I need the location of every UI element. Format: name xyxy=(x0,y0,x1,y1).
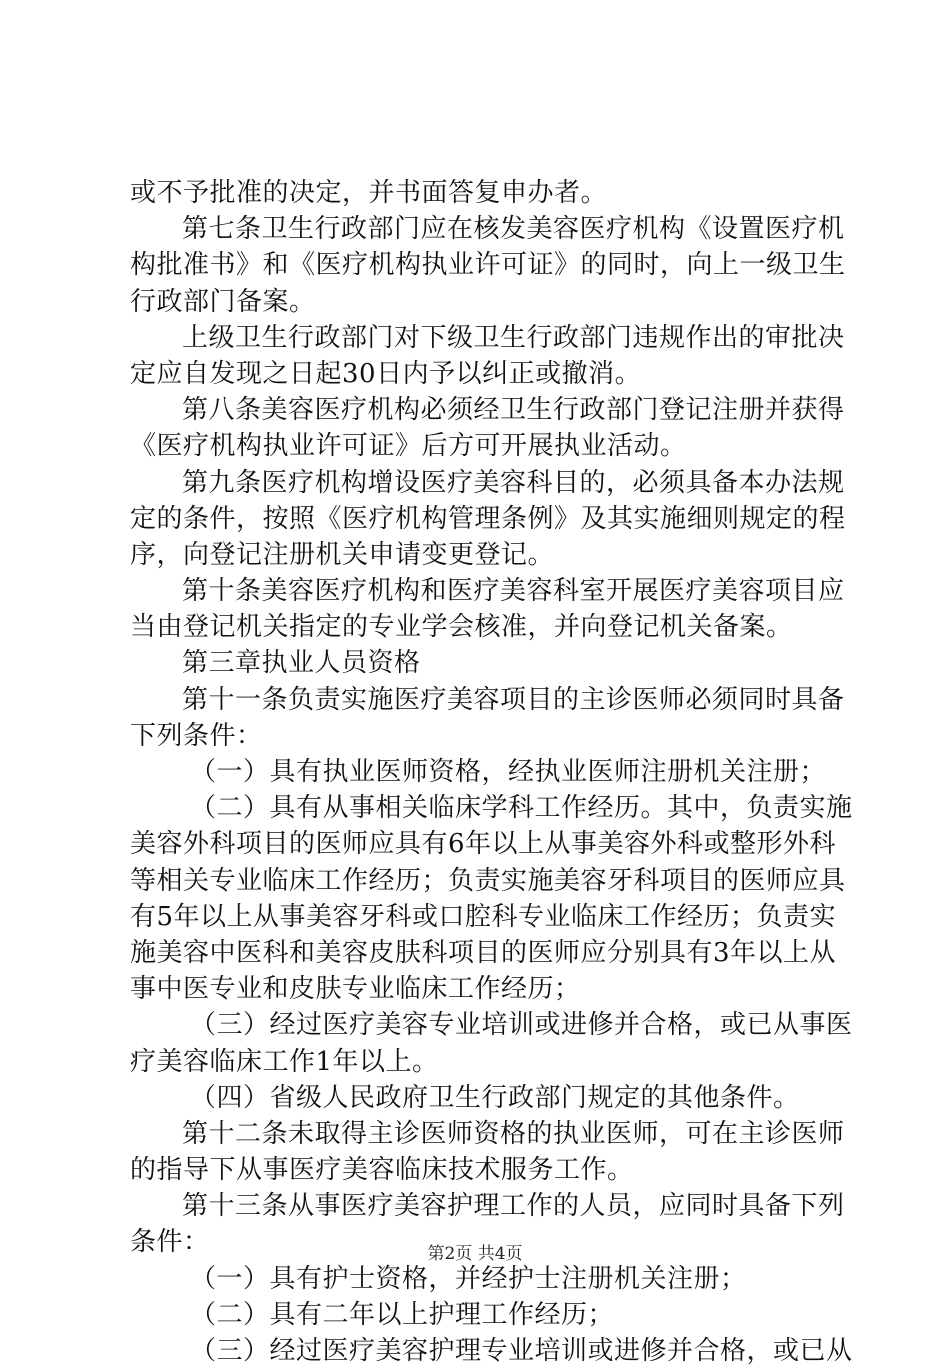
text-line: 第十一条负责实施医疗美容项目的主诊医师必须同时具备 xyxy=(182,684,845,715)
text-line: （三）经过医疗美容护理专业培训或进修并合格，或已从 xyxy=(190,1336,853,1366)
text-line: 或不予批准的决定，并书面答复申办者。 xyxy=(130,178,608,208)
text-line: 条件： xyxy=(130,1227,210,1258)
text-line: （二）具有二年以上护理工作经历； xyxy=(190,1299,615,1330)
text-line: 第八条美容医疗机构必须经卫生行政部门登记注册并获得 xyxy=(182,395,845,426)
text-line: 上级卫生行政部门对下级卫生行政部门违规作出的审批决 xyxy=(182,322,845,353)
text-line: 《医疗机构执业许可证》后方可开展执业活动。 xyxy=(130,431,687,462)
text-line: 等相关专业临床工作经历；负责实施美容牙科项目的医师应具 xyxy=(130,865,846,896)
text-line: 疗美容临床工作1年以上。 xyxy=(130,1046,439,1077)
text-line: 的指导下从事医疗美容临床技术服务工作。 xyxy=(130,1155,634,1186)
page-footer: 第2页 共4页 xyxy=(427,1244,523,1264)
text-line: （一）具有执业医师资格，经执业医师注册机关注册； xyxy=(190,757,827,787)
text-line: 事中医专业和皮肤专业临床工作经历； xyxy=(130,974,581,1005)
document-body xyxy=(130,175,853,1369)
text-line: 当由登记机关指定的专业学会核准，并向登记机关备案。 xyxy=(130,612,793,643)
text-line: （一）具有护士资格，并经护士注册机关注册； xyxy=(190,1263,747,1294)
text-line: 第九条医疗机构增设医疗美容科目的，必须具备本办法规 xyxy=(182,467,845,498)
text-line: 第七条卫生行政部门应在核发美容医疗机构《设置医疗机 xyxy=(182,214,845,245)
text-line: 第十三条从事医疗美容护理工作的人员，应同时具备下列 xyxy=(182,1191,845,1222)
text-line: 定的条件，按照《医疗机构管理条例》及其实施细则规定的程 xyxy=(130,503,846,534)
text-line: 施美容中医科和美容皮肤科项目的医师应分别具有3年以上从 xyxy=(130,937,837,968)
text-line: 有5年以上从事美容牙科或口腔科专业临床工作经历；负责实 xyxy=(130,901,837,932)
text-line: （三）经过医疗美容专业培训或进修并合格，或已从事医 xyxy=(190,1010,853,1041)
text-line: （四）省级人民政府卫生行政部门规定的其他条件。 xyxy=(190,1082,800,1113)
text-line: 定应自发现之日起30日内予以纠正或撤消。 xyxy=(130,358,642,389)
text-line: 构批准书》和《医疗机构执业许可证》的同时，向上一级卫生 xyxy=(130,250,846,281)
text-line: 序，向登记注册机关申请变更登记。 xyxy=(130,539,555,570)
text-line: 美容外科项目的医师应具有6年以上从事美容外科或整形外科 xyxy=(130,829,837,860)
text-line: 第十条美容医疗机构和医疗美容科室开展医疗美容项目应 xyxy=(182,576,845,607)
text-line: 下列条件： xyxy=(130,720,263,751)
text-line: （二）具有从事相关临床学科工作经历。其中，负责实施 xyxy=(190,793,853,824)
text-line: 行政部门备案。 xyxy=(130,286,316,317)
text-line: 第三章执业人员资格 xyxy=(182,648,421,679)
text-line: 第十二条未取得主诊医师资格的执业医师，可在主诊医师 xyxy=(182,1118,845,1149)
